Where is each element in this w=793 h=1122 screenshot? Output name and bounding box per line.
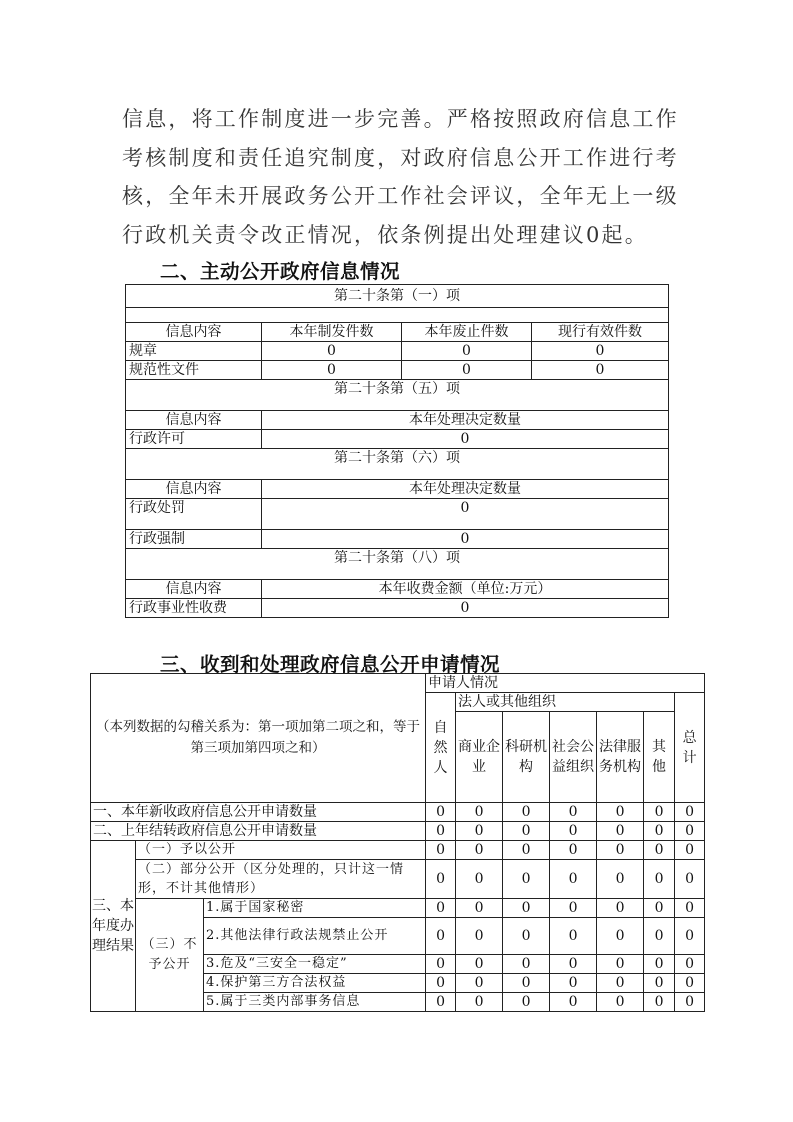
art1-header: 信息内容	[126, 323, 262, 342]
row-label: 4.保护第三方合法权益	[204, 974, 426, 993]
cell-value: 0	[503, 822, 550, 841]
cell-value: 0	[262, 530, 669, 549]
cell-value: 0	[550, 993, 597, 1012]
cell-value: 0	[675, 955, 705, 974]
cell-value: 0	[456, 899, 503, 918]
cell-value: 0	[532, 361, 669, 380]
art1-header: 本年废止件数	[402, 323, 532, 342]
cell-value: 0	[644, 955, 675, 974]
cell-value: 0	[675, 918, 705, 955]
art5-header: 本年处理决定数量	[262, 411, 669, 430]
table-row-label: 行政许可	[126, 430, 262, 449]
cell-value: 0	[550, 822, 597, 841]
art5-header: 信息内容	[126, 411, 262, 430]
row-label: 1.属于国家秘密	[204, 899, 426, 918]
cell-value: 0	[262, 361, 402, 380]
art6-header: 信息内容	[126, 480, 262, 499]
table-row	[91, 860, 705, 899]
cell-value: 0	[597, 918, 644, 955]
cell-value: 0	[550, 899, 597, 918]
cell-value: 0	[503, 993, 550, 1012]
intro-paragraph: 信息，将工作制度进一步完善。严格按照政府信息工作考核制度和责任追究制度，对政府信息公开工作进行考核，全年未开展政务公开工作社会评议，全年无上一级行政机关责令改正情况，依条例提出处理建议0起。	[122, 107, 679, 247]
cell-value: 0	[644, 899, 675, 918]
row-label: 2.其他法律行政法规禁止公开	[204, 918, 426, 955]
cell-value: 0	[262, 430, 669, 449]
art6-title: 第二十条第（六）项	[126, 449, 669, 480]
cell-value: 0	[597, 899, 644, 918]
cell-value: 0	[426, 860, 456, 899]
cell-value: 0	[456, 860, 503, 899]
cell-value: 0	[644, 841, 675, 860]
cell-value: 0	[503, 955, 550, 974]
cell-value: 0	[262, 342, 402, 361]
cell-value: 0	[597, 841, 644, 860]
cell-value: 0	[262, 599, 669, 618]
cell-value: 0	[550, 918, 597, 955]
cell-value: 0	[426, 993, 456, 1012]
row-label: （二）部分公开（区分处理的，只计这一情形，不计其他情形）	[136, 860, 426, 899]
cell-value: 0	[675, 803, 705, 822]
cell-value: 0	[426, 955, 456, 974]
table-row	[91, 822, 705, 841]
cell-value: 0	[456, 993, 503, 1012]
row-label: （一）予以公开	[136, 841, 426, 860]
cell-value: 0	[426, 803, 456, 822]
col-header: 总计	[675, 693, 705, 803]
col-header: 其他	[644, 712, 675, 803]
cell-value: 0	[426, 822, 456, 841]
art6-header: 本年处理决定数量	[262, 480, 669, 499]
cell-value: 0	[503, 899, 550, 918]
cell-value: 0	[456, 955, 503, 974]
table-row	[91, 899, 705, 918]
art8-header: 信息内容	[126, 580, 262, 599]
cell-value: 0	[456, 918, 503, 955]
cell-value: 0	[503, 974, 550, 993]
table-row-label: 行政处罚	[126, 499, 262, 530]
cell-value: 0	[675, 974, 705, 993]
col-header: 商业企业	[456, 712, 503, 803]
row-label: 二、上年结转政府信息公开申请数量	[91, 822, 426, 841]
col-header: 自然人	[426, 693, 456, 803]
cell-value: 0	[532, 342, 669, 361]
cell-value: 0	[644, 993, 675, 1012]
cell-value: 0	[644, 974, 675, 993]
cell-value: 0	[503, 918, 550, 955]
table-row-label: 规范性文件	[126, 361, 262, 380]
cell-value: 0	[675, 993, 705, 1012]
cell-value: 0	[644, 803, 675, 822]
row-label: 3.危及“三安全一稳定”	[204, 955, 426, 974]
cell-value: 0	[550, 841, 597, 860]
cell-value: 0	[644, 860, 675, 899]
note-cell: （本列数据的勾稽关系为：第一项加第二项之和，等于第三项加第四项之和）	[91, 674, 426, 803]
art1-header: 本年制发件数	[262, 323, 402, 342]
cell-value: 0	[597, 860, 644, 899]
applicant-header: 申请人情况	[426, 674, 705, 693]
cell-value: 0	[675, 899, 705, 918]
art8-title: 第二十条第（八）项	[126, 549, 669, 580]
col-header: 法律服务机构	[597, 712, 644, 803]
cell-value: 0	[503, 803, 550, 822]
active-disclosure-table	[125, 284, 669, 618]
table-row	[91, 803, 705, 822]
cell-value: 0	[456, 803, 503, 822]
cell-value: 0	[597, 822, 644, 841]
table-row-label: 行政事业性收费	[126, 599, 262, 618]
section2-heading: 二、主动公开政府信息情况	[160, 260, 401, 283]
cell-value: 0	[550, 860, 597, 899]
art5-title: 第二十条第（五）项	[126, 380, 669, 411]
cell-value: 0	[644, 822, 675, 841]
section3-heading: 三、收到和处理政府信息公开申请情况	[160, 653, 501, 676]
row-label: 5.属于三类内部事务信息	[204, 993, 426, 1012]
art8-header: 本年收费金额（单位:万元）	[262, 580, 669, 599]
cell-value: 0	[550, 974, 597, 993]
cell-value: 0	[550, 955, 597, 974]
cell-value: 0	[675, 860, 705, 899]
table-row-label: 规章	[126, 342, 262, 361]
art1-title: 第二十条第（一）项	[126, 285, 669, 308]
cell-value: 0	[503, 841, 550, 860]
cell-value: 0	[597, 993, 644, 1012]
cell-value: 0	[262, 499, 669, 530]
col-header: 社会公益组织	[550, 712, 597, 803]
cell-value: 0	[426, 841, 456, 860]
cell-value: 0	[644, 918, 675, 955]
cell-value: 0	[456, 974, 503, 993]
cell-value: 0	[456, 841, 503, 860]
cell-value: 0	[426, 899, 456, 918]
cell-value: 0	[402, 361, 532, 380]
cell-value: 0	[426, 974, 456, 993]
cell-value: 0	[402, 342, 532, 361]
table-row	[91, 841, 705, 860]
col-header: 科研机构	[503, 712, 550, 803]
cell-value: 0	[597, 803, 644, 822]
cell-value: 0	[456, 822, 503, 841]
cell-value: 0	[426, 918, 456, 955]
cell-value: 0	[675, 822, 705, 841]
cell-value: 0	[597, 955, 644, 974]
application-table	[90, 673, 705, 1012]
cell-value: 0	[550, 803, 597, 822]
row-label: 一、本年新收政府信息公开申请数量	[91, 803, 426, 822]
g33-label: （三）不予公开	[136, 899, 204, 1012]
art1-header: 现行有效件数	[532, 323, 669, 342]
cell-value: 0	[503, 860, 550, 899]
cell-value: 0	[597, 974, 644, 993]
legal-header: 法人或其他组织	[456, 693, 675, 712]
cell-value: 0	[675, 841, 705, 860]
table-row-label: 行政强制	[126, 530, 262, 549]
group3-label: 三、本年度办理结果	[91, 841, 136, 1012]
